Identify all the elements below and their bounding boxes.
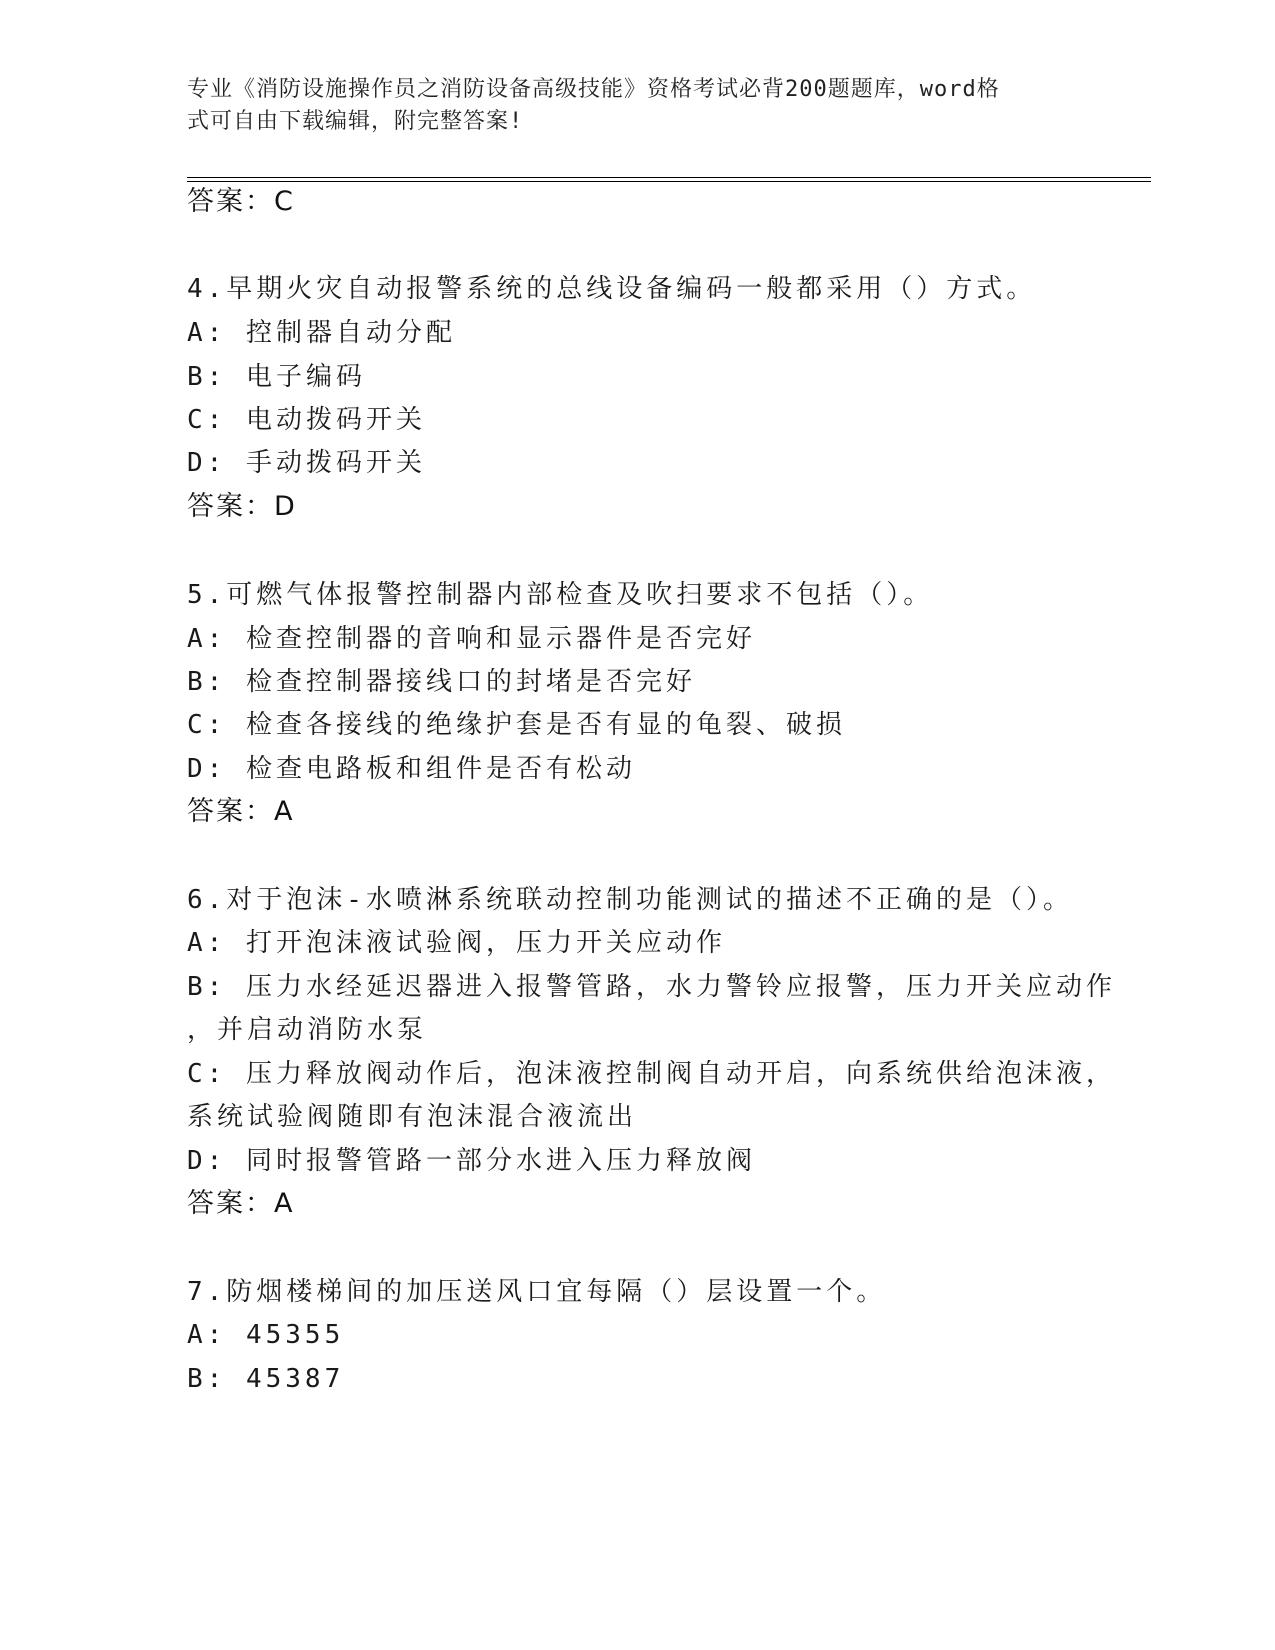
question-6-option-b: B: 压力水经延迟器进入报警管路，水力警铃应报警，压力开关应动作	[187, 972, 1116, 1002]
header-line-2: 式可自由下载编辑，附完整答案!	[187, 109, 524, 134]
question-6-option-c: C: 压力释放阀动作后，泡沫液控制阀自动开启，向系统供给泡沫液，	[187, 1059, 1116, 1089]
question-6-option-a: A: 打开泡沫液试验阀，压力开关应动作	[187, 928, 726, 958]
question-4-stem: 4.早期火灾自动报警系统的总线设备编码一般都采用（）方式。	[187, 274, 1037, 304]
question-4-option-a: A: 控制器自动分配	[187, 318, 456, 348]
question-5-stem: 5.可燃气体报警控制器内部检查及吹扫要求不包括（）。	[187, 580, 934, 610]
question-7-option-a: A: 45355	[187, 1320, 345, 1350]
question-6-stem: 6.对于泡沫-水喷淋系统联动控制功能测试的描述不正确的是（）。	[187, 885, 1073, 915]
question-6-option-d: D: 同时报警管路一部分水进入压力释放阀	[187, 1146, 756, 1176]
question-5-option-b: B: 检查控制器接线口的封堵是否完好	[187, 667, 696, 697]
header-line-1: 专业《消防设施操作员之消防设备高级技能》资格考试必背200题题库，word格	[187, 77, 1000, 102]
question-4-answer: 答案：D	[187, 491, 297, 522]
question-6-answer: 答案：A	[187, 1188, 295, 1219]
question-4-option-b: B: 电子编码	[187, 362, 366, 392]
question-5-option-a: A: 检查控制器的音响和显示器件是否完好	[187, 624, 756, 654]
question-6-option-c-continued: 系统试验阀随即有泡沫混合液流出	[187, 1102, 638, 1132]
previous-answer: 答案：C	[187, 186, 295, 217]
document-header	[187, 74, 1077, 138]
question-5-option-d: D: 检查电路板和组件是否有松动	[187, 754, 636, 784]
question-4-option-d: D: 手动拨码开关	[187, 448, 426, 478]
question-7-stem: 7.防烟楼梯间的加压送风口宜每隔（）层设置一个。	[187, 1277, 887, 1307]
question-7-option-b: B: 45387	[187, 1364, 345, 1394]
question-5-answer: 答案：A	[187, 796, 295, 827]
header-divider	[187, 177, 1151, 182]
question-4-option-c: C: 电动拨码开关	[187, 405, 426, 435]
question-6-option-b-continued: ，并启动消防水泵	[187, 1015, 428, 1045]
question-5-option-c: C: 检查各接线的绝缘护套是否有显的龟裂、破损	[187, 710, 846, 740]
